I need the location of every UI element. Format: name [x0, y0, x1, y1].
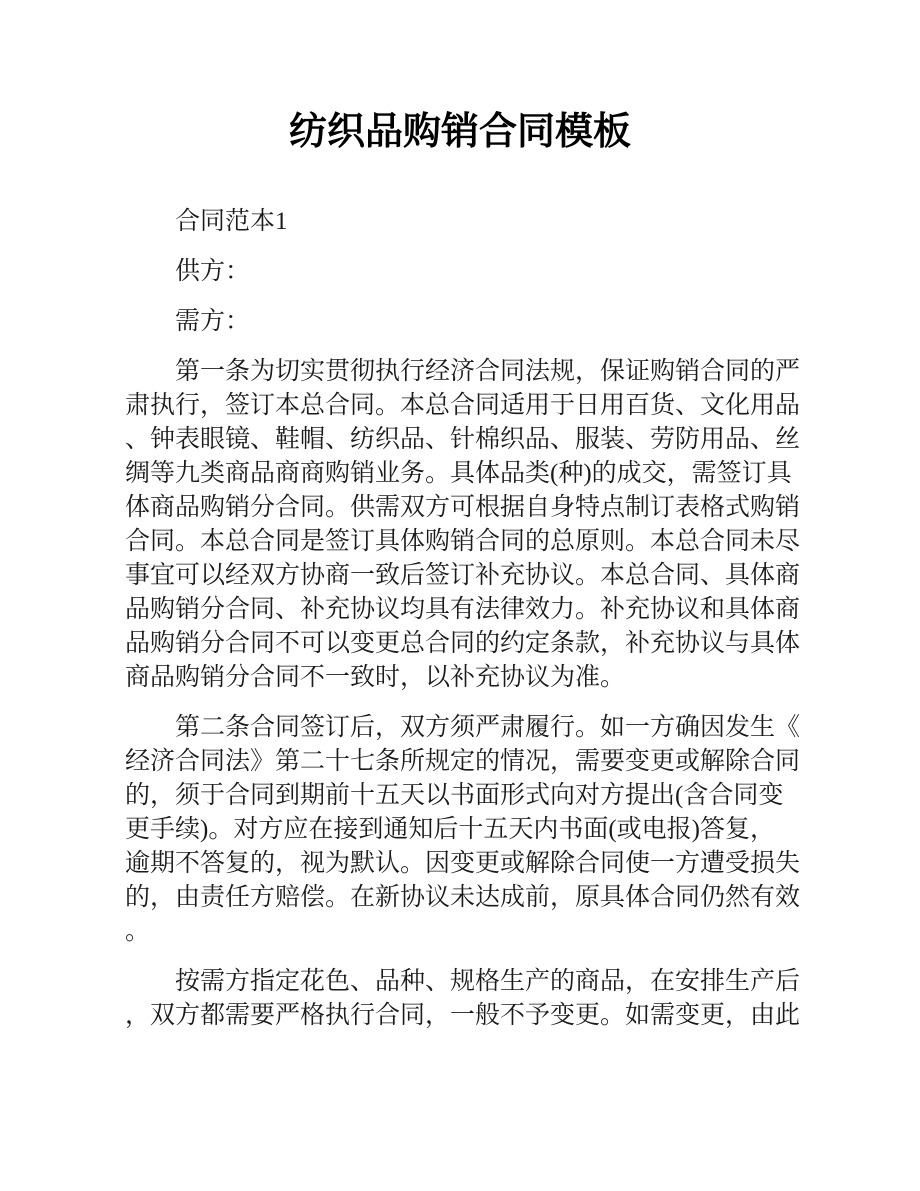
text-line: 需方： — [175, 308, 251, 335]
paragraph-production — [125, 965, 815, 1033]
text-line: 供方： — [175, 258, 251, 285]
text-line: 按需方指定花色、品种、规格生产的商品，在安排生产后 — [175, 968, 801, 995]
paragraph-article-1 — [125, 355, 815, 695]
text-line: 。 — [125, 918, 151, 945]
text-line: 的，须于合同到期前十五天以书面形式向对方提出(含合同变 — [125, 782, 784, 809]
text-line: 经济合同法》第二十七条所规定的情况，需要变更或解除合同 — [125, 748, 801, 775]
text-line: 、钟表眼镜、鞋帽、纺织品、针棉织品、服装、劳防用品、丝 — [125, 426, 801, 453]
text-line: 体商品购销分合同。供需双方可根据自身特点制订表格式购销 — [125, 494, 801, 521]
text-line: 第一条为切实贯彻执行经济合同法规，保证购销合同的严 — [175, 358, 801, 385]
paragraph-buyer — [125, 305, 815, 339]
text-line: 的，由责任方赔偿。在新协议未达成前，原具体合同仍然有效 — [125, 884, 801, 911]
text-line: 品购销分合同、补充协议均具有法律效力。补充协议和具体商 — [125, 596, 801, 623]
paragraph-article-2 — [125, 711, 815, 949]
text-line: ，双方都需要严格执行合同，一般不予变更。如需变更，由此 — [125, 1002, 801, 1029]
text-line: 事宜可以经双方协商一致后签订补充协议。本总合同、具体商 — [125, 562, 801, 589]
text-line: 更手续)。对方应在接到通知后十五天内书面(或电报)答复， — [125, 816, 775, 843]
text-line: 合同范本1 — [175, 208, 288, 235]
paragraph-template-label — [125, 205, 815, 239]
text-line: 肃执行，签订本总合同。本总合同适用于日用百货、文化用品 — [125, 392, 801, 419]
text-line: 绸等九类商品商商购销业务。具体品类(种)的成交，需签订具 — [125, 460, 792, 487]
text-line: 第二条合同签订后，双方须严肃履行。如一方确因发生《 — [175, 714, 801, 741]
text-line: 逾期不答复的，视为默认。因变更或解除合同使一方遭受损失 — [125, 850, 801, 877]
document-body — [125, 205, 815, 1049]
text-line: 商品购销分合同不一致时，以补充协议为准。 — [125, 664, 626, 691]
text-line: 合同。本总合同是签订具体购销合同的总原则。本总合同未尽 — [125, 528, 801, 555]
text-line: 品购销分合同不可以变更总合同的约定条款，补充协议与具体 — [125, 630, 801, 657]
paragraph-supplier — [125, 255, 815, 289]
document-title: 纺织品购销合同模板 — [288, 111, 631, 153]
